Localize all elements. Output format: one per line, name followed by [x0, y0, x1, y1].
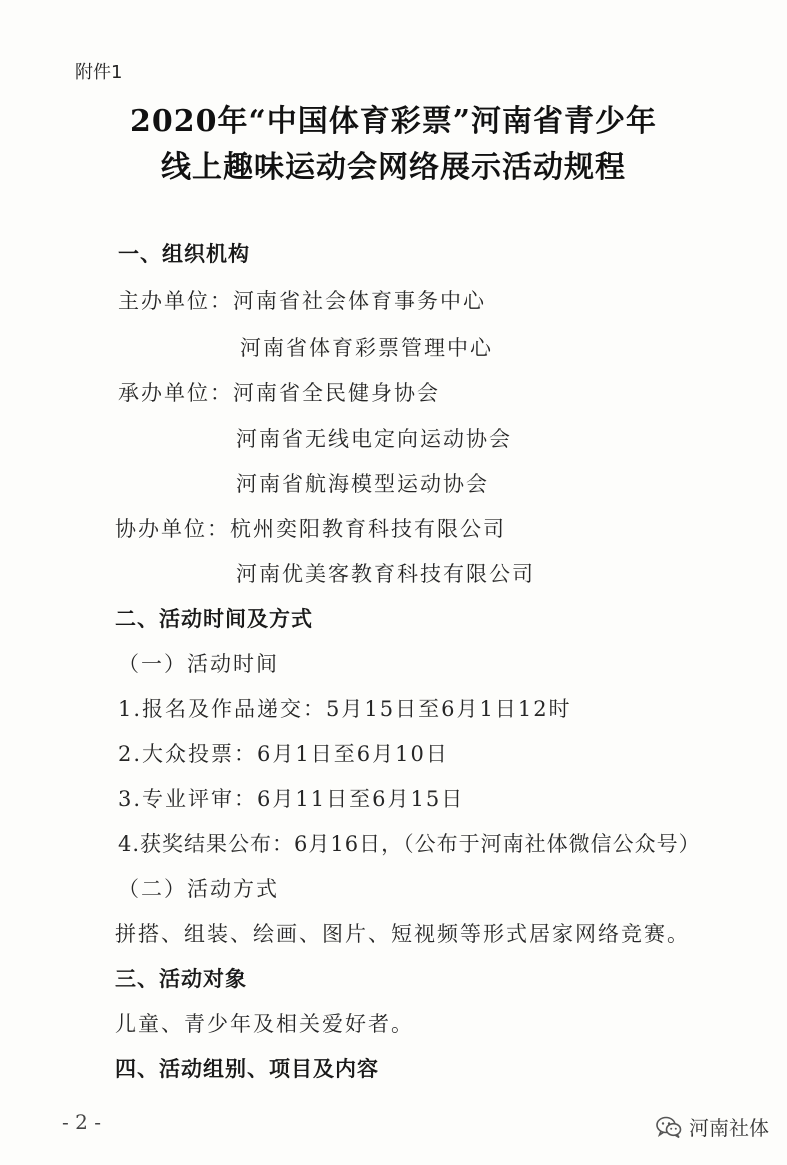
schedule-item-2: 2.大众投票：6月1日至6月10日 — [118, 742, 449, 766]
watermark-text: 河南社体 — [689, 1116, 769, 1140]
section-heading-organization: 一、组织机构 — [118, 242, 250, 266]
organizer-line-2: 河南省无线电定向运动协会 — [236, 427, 512, 451]
method-text: 拼搭、组装、绘画、图片、短视频等形式居家网络竞赛。 — [115, 922, 690, 946]
organizer-line-3: 河南省航海模型运动协会 — [236, 472, 489, 496]
section-heading-time-method: 二、活动时间及方式 — [115, 607, 313, 631]
attachment-label: 附件1 — [75, 62, 123, 83]
participants-text: 儿童、青少年及相关爱好者。 — [115, 1012, 414, 1036]
schedule-item-3: 3.专业评审：6月11日至6月15日 — [118, 787, 465, 811]
section-heading-groups: 四、活动组别、项目及内容 — [115, 1057, 379, 1081]
co-organizer-line: 协办单位：杭州奕阳教育科技有限公司 — [115, 517, 506, 541]
co-organizer-line-2: 河南优美客教育科技有限公司 — [236, 562, 535, 586]
host-unit-line-2: 河南省体育彩票管理中心 — [240, 336, 493, 360]
section-heading-participants: 三、活动对象 — [115, 967, 247, 991]
schedule-item-1: 1.报名及作品递交：5月15日至6月1日12时 — [118, 697, 572, 721]
document-title-line-2: 线上趣味运动会网络展示活动规程 — [161, 150, 626, 185]
wechat-watermark — [655, 1112, 769, 1141]
page-number: - 2 - — [62, 1110, 101, 1134]
schedule-item-4: 4.获奖结果公布：6月16日，（公布于河南社体微信公众号） — [118, 832, 701, 856]
subsection-time: （一）活动时间 — [118, 652, 279, 676]
wechat-icon — [655, 1115, 683, 1139]
organizer-line: 承办单位：河南省全民健身协会 — [118, 381, 440, 405]
host-unit-line: 主办单位：河南省社会体育事务中心 — [118, 289, 486, 313]
document-title-line-1: 2020年“中国体育彩票”河南省青少年 — [129, 104, 657, 139]
subsection-method: （二）活动方式 — [118, 877, 279, 901]
